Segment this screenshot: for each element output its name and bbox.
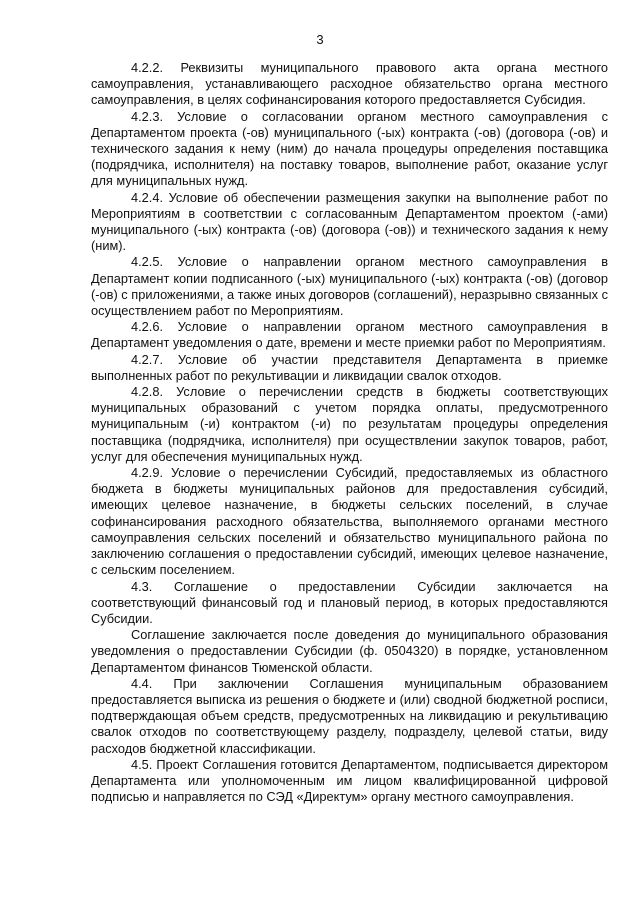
document-body [91, 60, 608, 805]
paragraph-4-2-9: 4.2.9. Условие о перечислении Субсидий, предоставляемых из областного бюджета в бюджеты муниципальных районов для предоставления субсидий, имеющих целевое назначение, в бюджеты сельских поселений, в случае софинансирования расходного обязательства, выполняемого органами местного самоуправления сельских поселений и обязательство муниципального района по заключению соглашения о предоставлении субсидий, имеющих целевое назначение, с сельским поселением. [91, 465, 608, 578]
paragraph-4-2-5: 4.2.5. Условие о направлении органом местного самоуправления в Департамент копии подписанного (-ых) муниципального (-ых) контракта (-ов) (договор (-ов) с приложениями, а также иных договоров (соглашений), неразрывно связанных с осуществлением работ по Мероприятиям. [91, 254, 608, 319]
page-number: 3 [316, 32, 324, 47]
paragraph-4-3-continued: Соглашение заключается после доведения до муниципального образования уведомления о предоставлении Субсидии (ф. 0504320) в порядке, установленном Департаментом финансов Тюменской области. [91, 627, 608, 675]
paragraph-4-4: 4.4. При заключении Соглашения муниципальным образованием предоставляется выписка из решения о бюджете и (или) сводной бюджетной росписи, подтверждающая объем средств, предусмотренных на ликвидацию и рекультивацию свалок отходов по соответствующему разделу, подразделу, целевой статьи, виду расходов бюджетной классификации. [91, 675, 608, 756]
paragraph-4-2-4: 4.2.4. Условие об обеспечении размещения закупки на выполнение работ по Мероприятиям в соответствии с согласованным Департаментом проектом (-ами) муниципального (-ых) контракта (-ов) (договора (-ов)) и технического задания к нему (ним). [91, 189, 608, 254]
paragraph-4-2-2: 4.2.2. Реквизиты муниципального правового акта органа местного самоуправления, устанавливающего расходное обязательство органа местного самоуправления, в целях софинансирования которого предоставляется Субсидия. [91, 60, 608, 108]
paragraph-4-3: 4.3. Соглашение о предоставлении Субсидии заключается на соответствующий финансовый год и плановый период, в которых предоставляются Субсидии. [91, 578, 608, 626]
paragraph-4-2-6: 4.2.6. Условие о направлении органом местного самоуправления в Департамент уведомления о дате, времени и месте приемки работ по Мероприятиям. [91, 319, 608, 351]
paragraph-4-2-8: 4.2.8. Условие о перечислении средств в бюджеты соответствующих муниципальных образований с учетом порядка оплаты, предусмотренного муниципальным (-и) контрактом (-и) по результатам процедуры определения поставщика (подрядчика, исполнителя) при осуществлении закупок товаров, работ, услуг для обеспечения муниципальных нужд. [91, 384, 608, 464]
paragraph-4-2-3: 4.2.3. Условие о согласовании органом местного самоуправления с Департаментом проекта (-ов) муниципального (-ых) контракта (-ов) (договора (-ов) и технического задания к нему (ним) до начала процедуры определения поставщика (подрядчика, исполнителя) на поставку товаров, выполнение работ, оказание услуг для муниципальных нужд. [91, 108, 608, 189]
paragraph-4-5: 4.5. Проект Соглашения готовится Департаментом, подписывается директором Департамента или уполномоченным им лицом квалифицированной цифровой подписью и направляется по СЭД «Директум» органу местного самоуправления. [91, 756, 608, 805]
paragraph-4-2-7: 4.2.7. Условие об участии представителя Департамента в приемке выполненных работ по рекультивации и ликвидации свалок отходов. [91, 351, 608, 383]
